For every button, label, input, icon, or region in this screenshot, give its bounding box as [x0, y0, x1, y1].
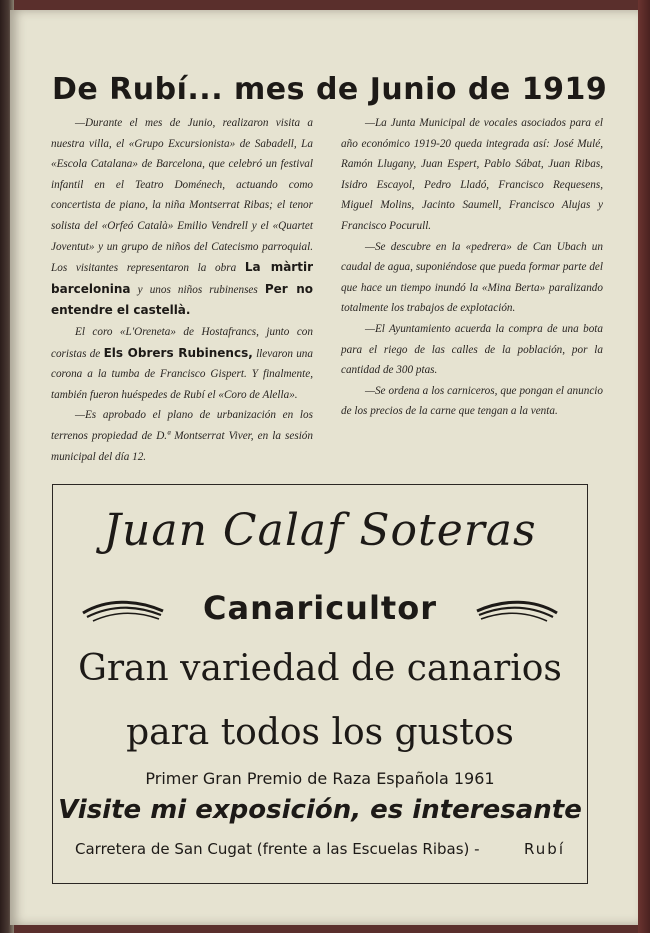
visits-text-2: y unos niños rubinenses: [137, 283, 258, 296]
article-title: De Rubí... mes de Junio de 1919: [52, 72, 608, 107]
society-name-obrers: Els Obrers Rubinencs,: [103, 345, 253, 360]
play-title-martir: La màrtir barcelonina: [51, 260, 313, 296]
paragraph-carniceros: —Se ordena a los carniceros, que pongan el anuncio de los precios de la carne que tengan a la venta.: [341, 384, 603, 418]
book-page: [10, 10, 638, 925]
paragraph-ayuntamiento: —El Ayuntamiento acuerda la compra de una bota para el riego de las calles de la población, por la cantidad de 300 ptas.: [341, 322, 603, 377]
ad-profession: Canaricultor: [203, 589, 437, 627]
paragraph-visits: [51, 113, 313, 322]
article-right-column: [341, 113, 603, 422]
ad-variety-line: Gran variedad de canarios: [78, 648, 562, 689]
ad-call-to-action: Visite mi exposición, es interesante: [58, 795, 582, 825]
paragraph-urbanization: —Es aprobado el plano de urbanización en los terrenos propiedad de D.ª Montserrat Viver, en la sesión municipal del día 12.: [51, 409, 313, 463]
ad-business-name: Juan Calaf Soteras: [103, 505, 537, 556]
ad-address: Carretera de San Cugat (frente a las Escuelas Ribas) -: [75, 840, 480, 858]
article-left-column: [51, 113, 313, 467]
play-title-castella: Per no entendre el castellà.: [51, 281, 313, 318]
flourish-right-icon: [475, 595, 559, 625]
paragraph-choir: [51, 322, 313, 405]
book-cover-edge: [638, 0, 650, 933]
advertisement-box: [52, 484, 588, 884]
paragraph-water: —Se descubre en la «pedrera» de Can Ubach un caudal de agua, suponiéndose que pueda formar parte del que hace un tiempo inundó la «Mina Berta» paralizando totalmente los trabajos de explotación.: [341, 240, 603, 315]
choir-text: El coro «L'Oreneta» de Hostafrancs, junto con coristas de: [51, 325, 313, 360]
ad-tastes-line: para todos los gustos: [126, 712, 514, 753]
choir-text-2: llevaron una corona a la tumba de Francisco Gispert. Y finalmente, también fueron huéspedes de Rubí el «Coro de Alella».: [51, 347, 313, 401]
ad-award-line: Primer Gran Premio de Raza Española 1961: [145, 769, 495, 788]
paragraph-junta: —La Junta Municipal de vocales asociados para el año económico 1919-20 queda integrada así: José Mulé, Ramón Llugany, Juan Espert, Pablo Sábat, Juan Ribas, Isidro Escayol, Pedro Lladó, Francisco Requesens, Miguel Molins, Jacinto Saumell, Francisco Alujas y Francisco Pocurull.: [341, 117, 603, 232]
ad-town: Rubí: [524, 840, 565, 858]
visits-text: —Durante el mes de Junio, realizaron visita a nuestra villa, el «Grupo Excursionista» de Sabadell, La «Escola Catalana» de Barcelona, que celebró un festival infantil en el Teatro Doménech, actuando como concertista de piano, la niña Montserrat Ribas; el tenor solista del «Orfeó Català» Emilio Vendrell y el «Quartet Joventut» y un grupo de niños del Catecismo parroquial. Los visitantes representaron la obra: [51, 117, 313, 275]
